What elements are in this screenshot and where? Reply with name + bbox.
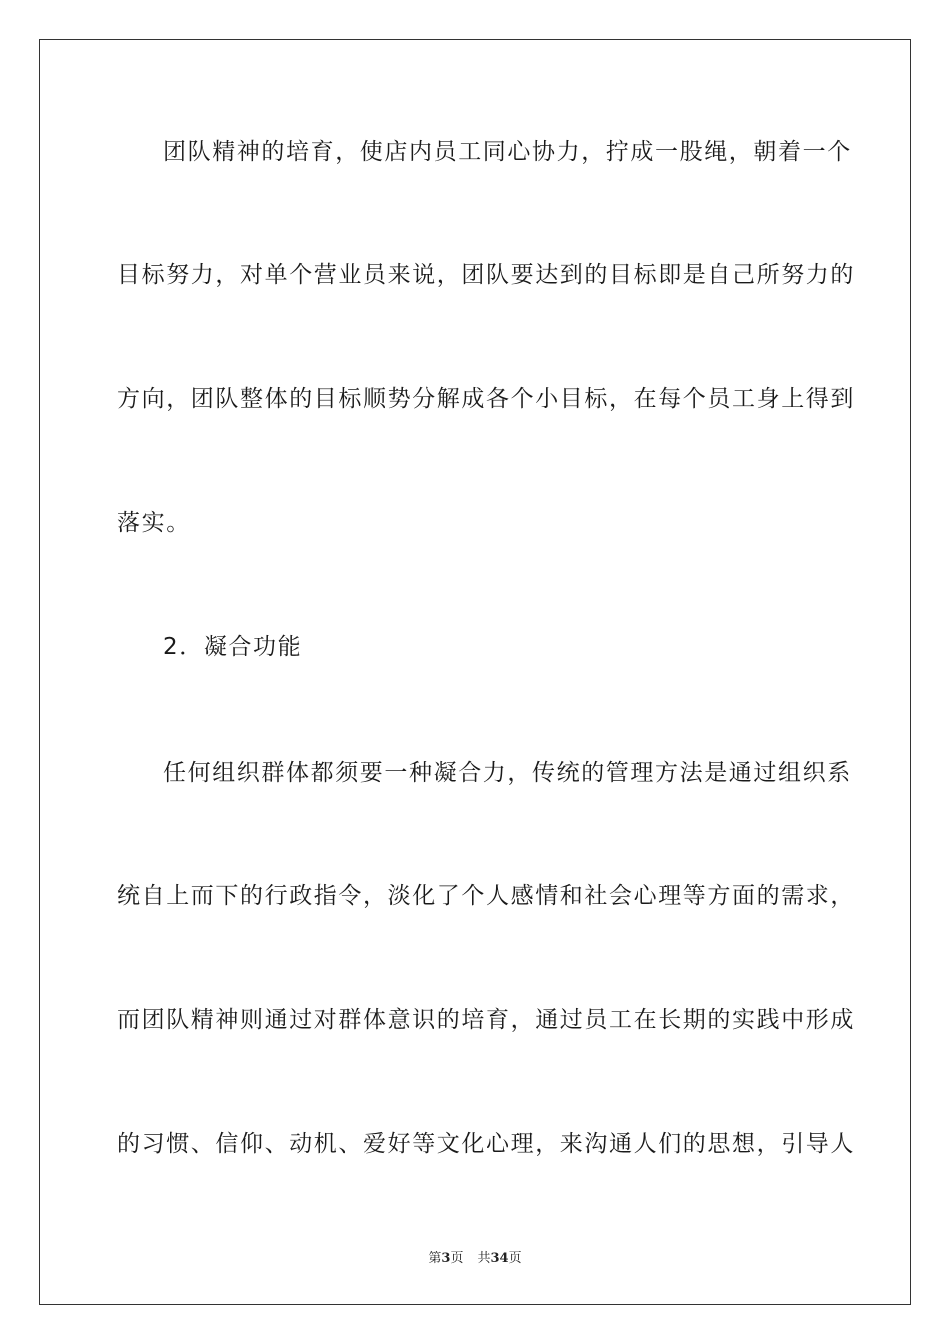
page-number: 3 xyxy=(441,1251,451,1266)
page-prefix: 第 xyxy=(428,1251,442,1266)
page-footer xyxy=(0,1247,950,1266)
total-suffix: 页 xyxy=(508,1251,522,1266)
section-heading: 2．凝合功能 xyxy=(163,634,303,660)
paragraph-line: 目标努力，对单个营业员来说，团队要达到的目标即是自己所努力的 xyxy=(117,262,855,288)
paragraph-line: 团队精神的培育，使店内员工同心协力，拧成一股绳，朝着一个 xyxy=(163,139,852,165)
paragraph-line: 落实。 xyxy=(117,510,191,536)
page-border xyxy=(39,39,911,1305)
page-suffix: 页 xyxy=(450,1251,464,1266)
total-pages: 34 xyxy=(490,1251,509,1266)
total-prefix: 共 xyxy=(477,1251,491,1266)
paragraph-line: 方向，团队整体的目标顺势分解成各个小目标，在每个员工身上得到 xyxy=(117,386,855,412)
paragraph-line: 的习惯、信仰、动机、爱好等文化心理，来沟通人们的思想，引导人 xyxy=(117,1131,855,1157)
paragraph-line: 统自上而下的行政指令，淡化了个人感情和社会心理等方面的需求， xyxy=(117,883,855,909)
paragraph-line: 而团队精神则通过对群体意识的培育，通过员工在长期的实践中形成 xyxy=(117,1007,855,1033)
paragraph-line: 任何组织群体都须要一种凝合力，传统的管理方法是通过组织系 xyxy=(163,760,852,786)
